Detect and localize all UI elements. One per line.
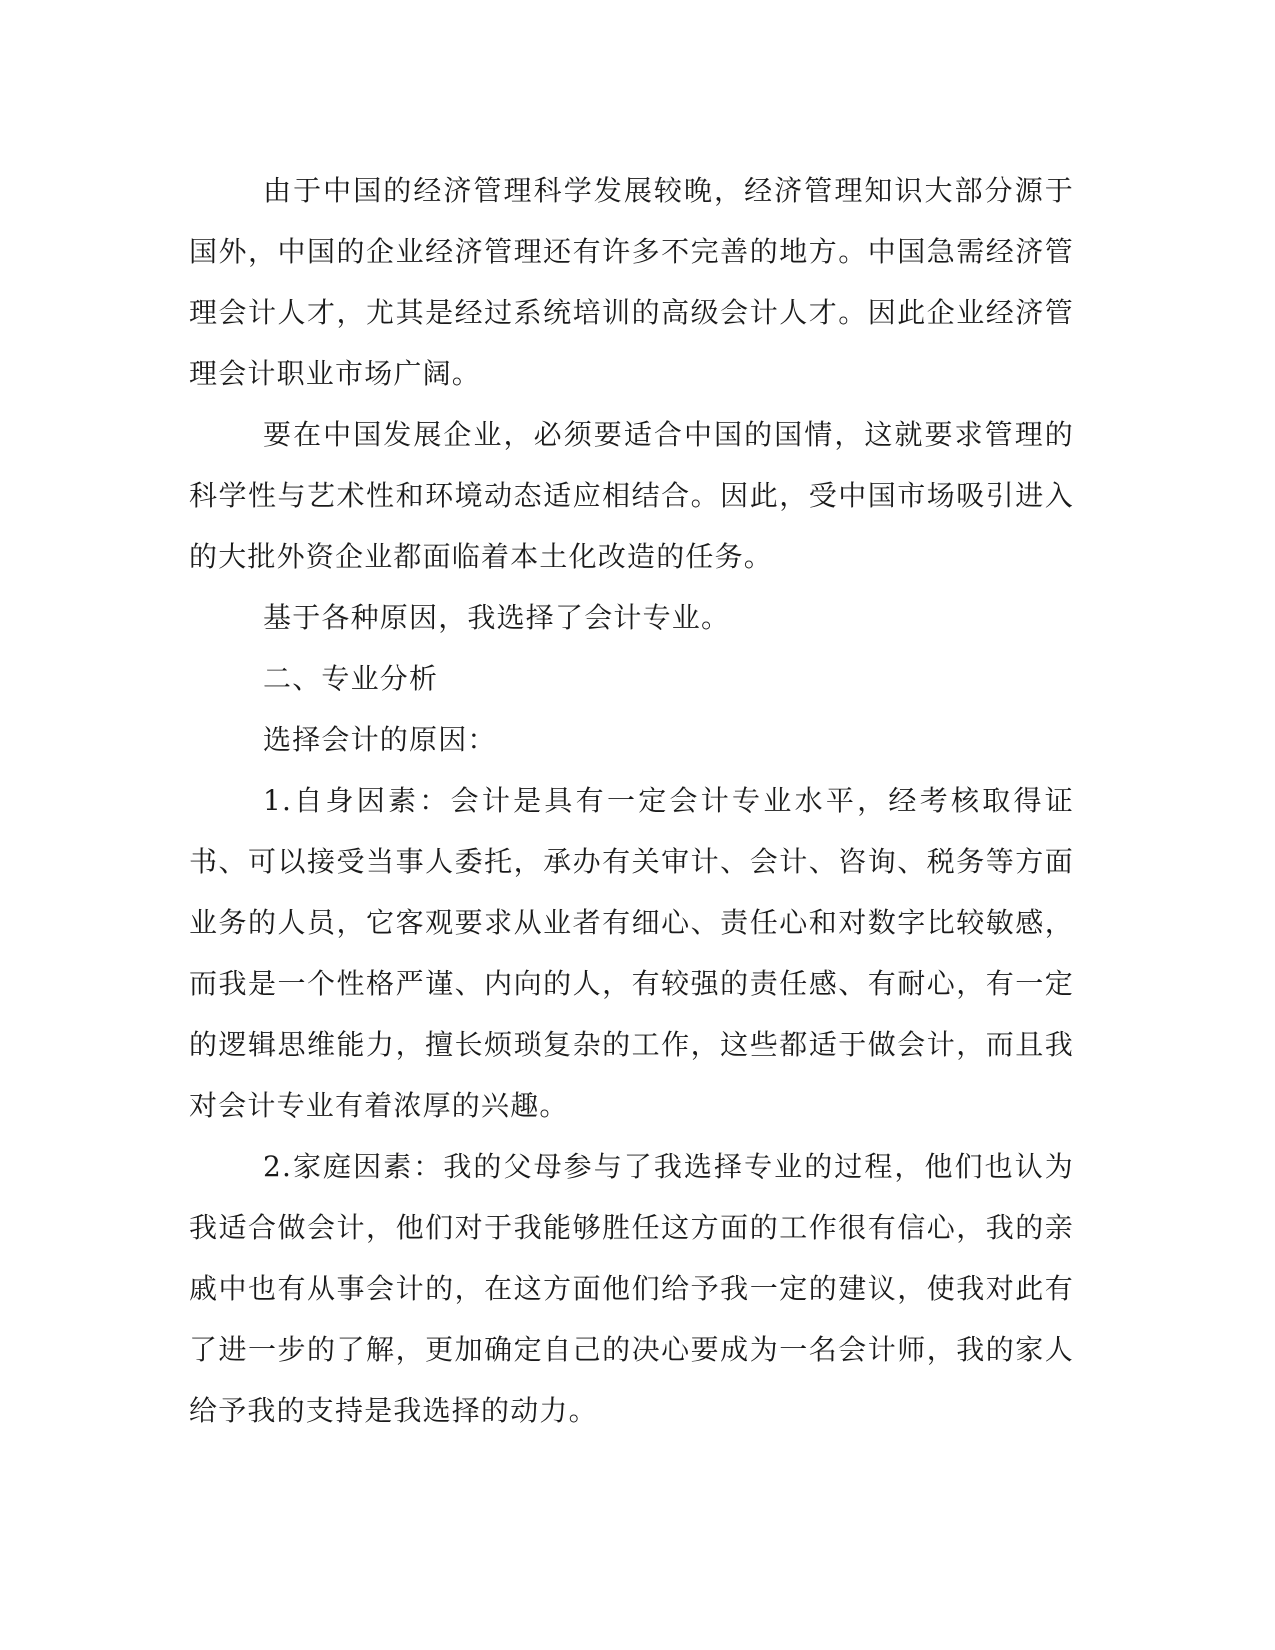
paragraph-family-factors: 2.家庭因素：我的父母参与了我选择专业的过程，他们也认为我适合做会计，他们对于我能够胜任这方面的工作很有信心，我的亲戚中也有从事会计的，在这方面他们给予我一定的建议，使我对此有了进一步的了解，更加确定自己的决心要成为一名会计师，我的家人给予我的支持是我选择的动力。 — [189, 1150, 1074, 1427]
section-heading-major-analysis: 二、专业分析 — [263, 662, 439, 695]
paragraph-choice-summary: 基于各种原因，我选择了会计专业。 — [263, 601, 731, 634]
subheading-reasons: 选择会计的原因： — [263, 723, 497, 756]
paragraph-economic-management: 由于中国的经济管理科学发展较晚，经济管理知识大部分源于国外，中国的企业经济管理还有许多不完善的地方。中国急需经济管理会计人才，尤其是经过系统培训的高级会计人才。因此企业经济管理会计职业市场广阔。 — [189, 174, 1074, 390]
document-body — [189, 160, 1074, 1441]
paragraph-personal-factors: 1.自身因素：会计是具有一定会计专业水平，经考核取得证书、可以接受当事人委托，承办有关审计、会计、咨询、税务等方面业务的人员，它客观要求从业者有细心、责任心和对数字比较敏感，而我是一个性格严谨、内向的人，有较强的责任感、有耐心，有一定的逻辑思维能力，擅长烦琐复杂的工作，这些都适于做会计，而且我对会计专业有着浓厚的兴趣。 — [189, 784, 1074, 1122]
paragraph-china-development: 要在中国发展企业，必须要适合中国的国情，这就要求管理的科学性与艺术性和环境动态适应相结合。因此，受中国市场吸引进入的大批外资企业都面临着本土化改造的任务。 — [189, 418, 1074, 573]
